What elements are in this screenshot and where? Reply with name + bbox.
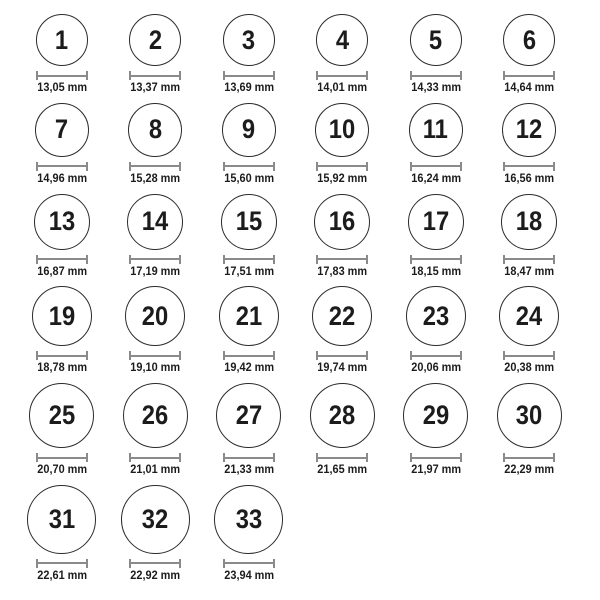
ring-size-cell bbox=[109, 14, 203, 96]
ruler-line-icon bbox=[316, 165, 368, 167]
ring-size-number: 12 bbox=[516, 114, 543, 145]
diameter-ruler bbox=[36, 71, 88, 80]
ring-size-number: 32 bbox=[142, 503, 169, 534]
diameter-ruler bbox=[503, 453, 555, 462]
ruler-line-icon bbox=[129, 258, 181, 260]
diameter-label: 14,01 mm bbox=[317, 82, 368, 94]
diameter-ruler bbox=[503, 162, 555, 171]
diameter-label: 17,19 mm bbox=[130, 265, 181, 278]
diameter-label: 21,97 mm bbox=[410, 464, 461, 477]
diameter-label: 18,78 mm bbox=[36, 362, 87, 375]
ring-circle bbox=[129, 14, 181, 66]
ruler-line-icon bbox=[316, 355, 368, 357]
diameter-ruler bbox=[223, 255, 275, 264]
ring-size-cell bbox=[389, 14, 483, 96]
ring-size-cell bbox=[202, 194, 296, 280]
ruler-line-icon bbox=[410, 165, 462, 167]
diameter-ruler bbox=[36, 162, 88, 171]
ruler-line-icon bbox=[410, 258, 462, 260]
diameter-label: 18,47 mm bbox=[504, 265, 555, 278]
ring-circle bbox=[128, 103, 182, 157]
ruler-line-icon bbox=[36, 165, 88, 167]
ring-size-cell bbox=[109, 485, 203, 584]
ring-size-cell bbox=[296, 286, 390, 376]
ruler-line-icon bbox=[503, 355, 555, 357]
ring-circle bbox=[121, 485, 190, 554]
ring-size-cell bbox=[483, 103, 577, 187]
ring-circle bbox=[501, 194, 557, 250]
ring-size-number: 29 bbox=[422, 400, 449, 431]
ring-size-cell bbox=[483, 14, 577, 96]
ring-circle bbox=[406, 286, 466, 346]
ring-size-cell bbox=[15, 286, 109, 376]
diameter-ruler bbox=[129, 351, 181, 360]
ring-size-number: 28 bbox=[329, 400, 356, 431]
ring-size-number: 17 bbox=[422, 206, 449, 237]
diameter-label: 15,60 mm bbox=[223, 172, 274, 185]
ring-circle bbox=[222, 103, 276, 157]
ring-size-cell bbox=[296, 194, 390, 280]
ring-size-number: 19 bbox=[48, 300, 75, 331]
ruler-line-icon bbox=[36, 457, 88, 459]
ring-circle bbox=[125, 286, 185, 346]
diameter-label: 19,10 mm bbox=[130, 362, 181, 375]
ring-size-cell bbox=[389, 103, 483, 187]
diameter-ruler bbox=[316, 162, 368, 171]
size-row-6 bbox=[15, 485, 600, 584]
ring-circle bbox=[403, 383, 468, 448]
ring-size-number: 24 bbox=[516, 300, 543, 331]
ring-circle bbox=[502, 103, 556, 157]
ruler-line-icon bbox=[129, 355, 181, 357]
diameter-label: 23,94 mm bbox=[223, 569, 274, 582]
ring-circle bbox=[314, 194, 370, 250]
ring-size-cell bbox=[389, 286, 483, 376]
diameter-ruler bbox=[410, 162, 462, 171]
ring-circle bbox=[410, 14, 462, 66]
ring-size-number: 27 bbox=[235, 400, 262, 431]
ring-size-cell bbox=[109, 286, 203, 376]
diameter-label: 19,42 mm bbox=[223, 362, 274, 375]
size-row-2 bbox=[15, 103, 600, 187]
diameter-label: 16,87 mm bbox=[36, 265, 87, 278]
diameter-ruler bbox=[223, 71, 275, 80]
ring-size-number: 9 bbox=[242, 114, 256, 145]
diameter-ruler bbox=[36, 453, 88, 462]
ring-size-number: 5 bbox=[429, 24, 443, 55]
ring-size-cell bbox=[109, 194, 203, 280]
diameter-label: 22,92 mm bbox=[130, 569, 181, 582]
diameter-ruler bbox=[36, 351, 88, 360]
ring-size-number: 31 bbox=[48, 503, 75, 534]
ring-size-number: 14 bbox=[142, 206, 169, 237]
ring-size-cell bbox=[109, 103, 203, 187]
ring-size-number: 13 bbox=[48, 206, 75, 237]
ring-size-number: 22 bbox=[329, 300, 356, 331]
ring-circle bbox=[497, 383, 562, 448]
diameter-label: 14,33 mm bbox=[410, 82, 461, 94]
ruler-line-icon bbox=[223, 562, 275, 564]
ruler-line-icon bbox=[36, 355, 88, 357]
ring-size-number: 3 bbox=[242, 24, 256, 55]
ring-size-number: 1 bbox=[55, 24, 69, 55]
diameter-ruler bbox=[410, 351, 462, 360]
diameter-ruler bbox=[223, 559, 275, 568]
diameter-ruler bbox=[129, 162, 181, 171]
ruler-line-icon bbox=[129, 562, 181, 564]
ring-size-number: 25 bbox=[48, 400, 75, 431]
diameter-label: 19,74 mm bbox=[317, 362, 368, 375]
ring-circle bbox=[35, 103, 89, 157]
ring-size-number: 30 bbox=[516, 400, 543, 431]
ring-size-cell bbox=[483, 194, 577, 280]
diameter-label: 15,28 mm bbox=[130, 172, 181, 185]
diameter-ruler bbox=[410, 255, 462, 264]
ring-circle bbox=[315, 103, 369, 157]
ring-size-cell bbox=[296, 14, 390, 96]
diameter-ruler bbox=[129, 71, 181, 80]
diameter-label: 21,33 mm bbox=[223, 464, 274, 477]
ring-size-cell bbox=[15, 194, 109, 280]
ruler-line-icon bbox=[410, 457, 462, 459]
diameter-label: 18,15 mm bbox=[410, 265, 461, 278]
ring-size-number: 15 bbox=[235, 206, 262, 237]
ring-circle bbox=[123, 383, 188, 448]
size-row-4 bbox=[15, 286, 600, 376]
diameter-label: 16,24 mm bbox=[410, 172, 461, 185]
ring-size-number: 6 bbox=[522, 24, 536, 55]
ring-size-cell bbox=[483, 383, 577, 478]
size-row-3 bbox=[15, 194, 600, 280]
ring-circle bbox=[34, 194, 90, 250]
diameter-ruler bbox=[223, 351, 275, 360]
ring-circle bbox=[214, 485, 283, 554]
ruler-line-icon bbox=[503, 258, 555, 260]
diameter-label: 15,92 mm bbox=[317, 172, 368, 185]
diameter-ruler bbox=[129, 453, 181, 462]
diameter-label: 22,61 mm bbox=[36, 569, 87, 582]
ring-circle bbox=[312, 286, 372, 346]
ring-size-cell bbox=[202, 14, 296, 96]
ring-size-number: 33 bbox=[235, 503, 262, 534]
ring-size-number: 23 bbox=[422, 300, 449, 331]
ruler-line-icon bbox=[129, 75, 181, 77]
ruler-line-icon bbox=[410, 355, 462, 357]
ruler-line-icon bbox=[316, 258, 368, 260]
ring-circle bbox=[219, 286, 279, 346]
ruler-line-icon bbox=[36, 75, 88, 77]
ruler-line-icon bbox=[316, 75, 368, 77]
diameter-label: 22,29 mm bbox=[504, 464, 555, 477]
ruler-line-icon bbox=[223, 75, 275, 77]
diameter-ruler bbox=[223, 453, 275, 462]
diameter-ruler bbox=[316, 255, 368, 264]
ring-size-cell bbox=[389, 383, 483, 478]
diameter-label: 21,65 mm bbox=[317, 464, 368, 477]
diameter-ruler bbox=[36, 559, 88, 568]
diameter-label: 20,38 mm bbox=[504, 362, 555, 375]
diameter-ruler bbox=[129, 255, 181, 264]
ring-size-cell bbox=[202, 103, 296, 187]
diameter-label: 17,83 mm bbox=[317, 265, 368, 278]
diameter-ruler bbox=[129, 559, 181, 568]
diameter-label: 13,05 mm bbox=[36, 82, 87, 94]
ruler-line-icon bbox=[36, 258, 88, 260]
diameter-ruler bbox=[316, 351, 368, 360]
ring-size-number: 26 bbox=[142, 400, 169, 431]
ring-size-cell bbox=[15, 383, 109, 478]
ring-size-number: 7 bbox=[55, 114, 69, 145]
ring-size-cell bbox=[296, 383, 390, 478]
size-row-5 bbox=[15, 383, 600, 478]
diameter-ruler bbox=[503, 351, 555, 360]
diameter-label: 20,06 mm bbox=[410, 362, 461, 375]
ruler-line-icon bbox=[223, 457, 275, 459]
ruler-line-icon bbox=[223, 258, 275, 260]
ring-size-number: 18 bbox=[516, 206, 543, 237]
ring-circle bbox=[221, 194, 277, 250]
ring-circle bbox=[32, 286, 92, 346]
ring-circle bbox=[310, 383, 375, 448]
ring-size-cell bbox=[15, 103, 109, 187]
diameter-label: 13,69 mm bbox=[223, 82, 274, 94]
ring-size-number: 8 bbox=[148, 114, 162, 145]
diameter-ruler bbox=[223, 162, 275, 171]
diameter-ruler bbox=[316, 71, 368, 80]
ring-size-cell bbox=[202, 286, 296, 376]
ring-circle bbox=[36, 14, 88, 66]
diameter-label: 17,51 mm bbox=[223, 265, 274, 278]
ring-size-cell bbox=[296, 103, 390, 187]
ruler-line-icon bbox=[223, 165, 275, 167]
ring-size-cell bbox=[389, 194, 483, 280]
ring-size-number: 20 bbox=[142, 300, 169, 331]
ruler-line-icon bbox=[410, 75, 462, 77]
diameter-ruler bbox=[316, 453, 368, 462]
ruler-line-icon bbox=[129, 165, 181, 167]
ruler-line-icon bbox=[129, 457, 181, 459]
ring-circle bbox=[216, 383, 281, 448]
ring-size-number: 21 bbox=[235, 300, 262, 331]
ring-circle bbox=[27, 485, 96, 554]
ring-circle bbox=[29, 383, 94, 448]
ring-circle bbox=[223, 14, 275, 66]
diameter-ruler bbox=[410, 71, 462, 80]
ring-size-cell bbox=[202, 383, 296, 478]
diameter-label: 14,96 mm bbox=[36, 172, 87, 185]
ring-circle bbox=[503, 14, 555, 66]
ring-circle bbox=[316, 14, 368, 66]
ring-size-cell bbox=[202, 485, 296, 584]
ring-circle bbox=[409, 103, 463, 157]
ruler-line-icon bbox=[503, 75, 555, 77]
ring-size-number: 10 bbox=[329, 114, 356, 145]
ring-size-number: 11 bbox=[423, 114, 449, 145]
diameter-ruler bbox=[36, 255, 88, 264]
ring-circle bbox=[408, 194, 464, 250]
ring-size-number: 16 bbox=[329, 206, 356, 237]
ruler-line-icon bbox=[503, 165, 555, 167]
ruler-line-icon bbox=[503, 457, 555, 459]
diameter-ruler bbox=[503, 255, 555, 264]
diameter-label: 20,70 mm bbox=[36, 464, 87, 477]
ruler-line-icon bbox=[316, 457, 368, 459]
ring-size-cell bbox=[483, 286, 577, 376]
diameter-label: 21,01 mm bbox=[130, 464, 181, 477]
ring-size-number: 4 bbox=[335, 24, 349, 55]
diameter-ruler bbox=[410, 453, 462, 462]
diameter-label: 16,56 mm bbox=[504, 172, 555, 185]
diameter-label: 13,37 mm bbox=[130, 82, 181, 94]
ring-size-cell bbox=[15, 14, 109, 96]
diameter-label: 14,64 mm bbox=[504, 82, 555, 94]
diameter-ruler bbox=[503, 71, 555, 80]
ring-circle bbox=[127, 194, 183, 250]
ruler-line-icon bbox=[36, 562, 88, 564]
size-row-1 bbox=[15, 14, 600, 96]
ruler-line-icon bbox=[223, 355, 275, 357]
ring-circle bbox=[499, 286, 559, 346]
ring-size-number: 2 bbox=[148, 24, 162, 55]
ring-size-cell bbox=[15, 485, 109, 584]
ring-size-cell bbox=[109, 383, 203, 478]
